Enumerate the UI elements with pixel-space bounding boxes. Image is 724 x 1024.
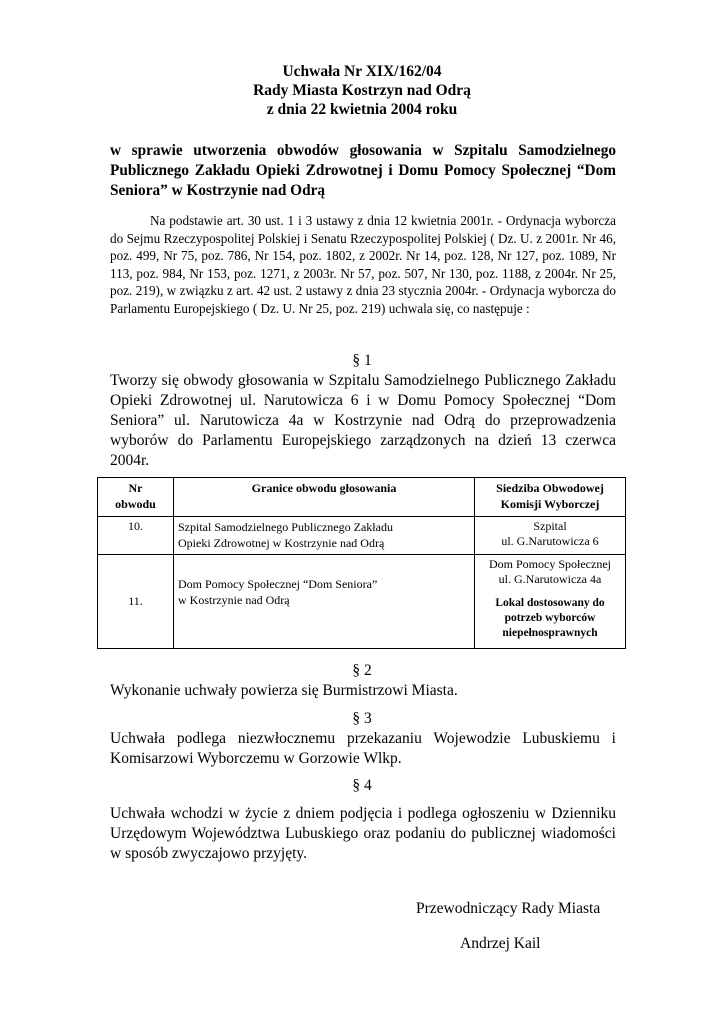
table-row <box>98 517 626 555</box>
header-commission-seat: Siedziba Obwodowej Komisji Wyborczej <box>475 478 626 517</box>
signatory-name: Andrzej Kail <box>460 935 541 952</box>
table-row <box>98 555 626 649</box>
section-1-mark: § 1 <box>352 352 372 369</box>
legal-basis: Na podstawie art. 30 ust. 1 i 3 ustawy z dnia 12 kwietnia 2001r. - Ordynacja wyborcza do Sejmu Rzeczypospolitej Polskiej i Senatu Rzeczypospolitej Polskiej ( Dz. U. z 2001r. Nr 46, poz. 499, Nr 75, poz. 786, Nr 154, poz. 1802, z 2002r. Nr 14, poz. 128, Nr 127, poz. 1089, Nr 113, poz. 984, Nr 153, poz. 1271, z 2003r. Nr 57, poz. 507, Nr 130, poz. 1188, z 2004r. Nr 25, poz. 219), w związku z art. 42 ust. 2 ustawy z dnia 23 stycznia 2004r. - Ordynacja wyborcza do Parlamentu Europejskiego ( Dz. U. Nr 25, poz. 219) uchwala się, co następuje : <box>110 213 616 316</box>
district-bounds: Dom Pomocy Społecznej “Dom Seniora” w Kostrzynie nad Odrą <box>174 555 475 649</box>
district-number: 10. <box>98 517 174 555</box>
section-2-text: Wykonanie uchwały powierza się Burmistrzowi Miasta. <box>110 682 458 699</box>
commission-seat: Szpital ul. G.Narutowicza 6 <box>475 517 626 555</box>
section-2-mark: § 2 <box>352 662 372 679</box>
section-4-mark: § 4 <box>352 777 372 794</box>
signatory-role: Przewodniczący Rady Miasta <box>416 900 601 917</box>
header-district-number: Nr obwodu <box>98 478 174 517</box>
section-1-text: Tworzy się obwody głosowania w Szpitalu Samodzielnego Publicznego Zakładu Opieki Zdrowotnej ul. Narutowicza 6 i w Domu Pomocy Społecznej “Dom Seniora” ul. Narutowicza 4a w Kostrzynie nad Odrą do przeprowadzenia wyborów do Parlamentu Europejskiego zarządzonych na dzień 13 czerwca 2004r. <box>110 372 616 469</box>
resolution-number: Uchwała Nr XIX/162/04 <box>282 63 442 80</box>
section-3-mark: § 3 <box>352 710 372 727</box>
district-bounds: Szpital Samodzielnego Publicznego Zakładu Opieki Zdrowotnej w Kostrzynie nad Odrą <box>174 517 475 555</box>
section-4-text: Uchwała wchodzi w życie z dniem podjęcia i podlega ogłoszeniu w Dzienniku Urzędowym Województwa Lubuskiego oraz podaniu do publicznej wiadomości w sposób zwyczajowo przyjęty. <box>110 805 616 862</box>
voting-districts-table <box>97 477 626 649</box>
resolution-date: z dnia 22 kwietnia 2004 roku <box>266 101 458 118</box>
council-name: Rady Miasta Kostrzyn nad Odrą <box>253 82 471 99</box>
header-district-bounds: Granice obwodu głosowania <box>174 478 475 517</box>
section-3-text: Uchwała podlega niezwłocznemu przekazaniu Wojewodzie Lubuskiemu i Komisarzowi Wyborczemu w Gorzowie Wlkp. <box>110 730 616 767</box>
accessibility-note: Lokal dostosowany do potrzeb wyborców niepełnosprawnych <box>495 597 605 639</box>
table-header-row <box>98 478 626 517</box>
resolution-subject: w sprawie utworzenia obwodów głosowania w Szpitalu Samodzielnego Publicznego Zakładu Opieki Zdrowotnej i Domu Pomocy Społecznej “Dom Seniora” w Kostrzynie nad Odrą <box>110 142 616 199</box>
commission-seat: Dom Pomocy Społecznej ul. G.Narutowicza 4a Lokal dostosowany do potrzeb wyborców niepełnosprawnych <box>475 555 626 649</box>
district-number: 11. <box>98 555 174 649</box>
